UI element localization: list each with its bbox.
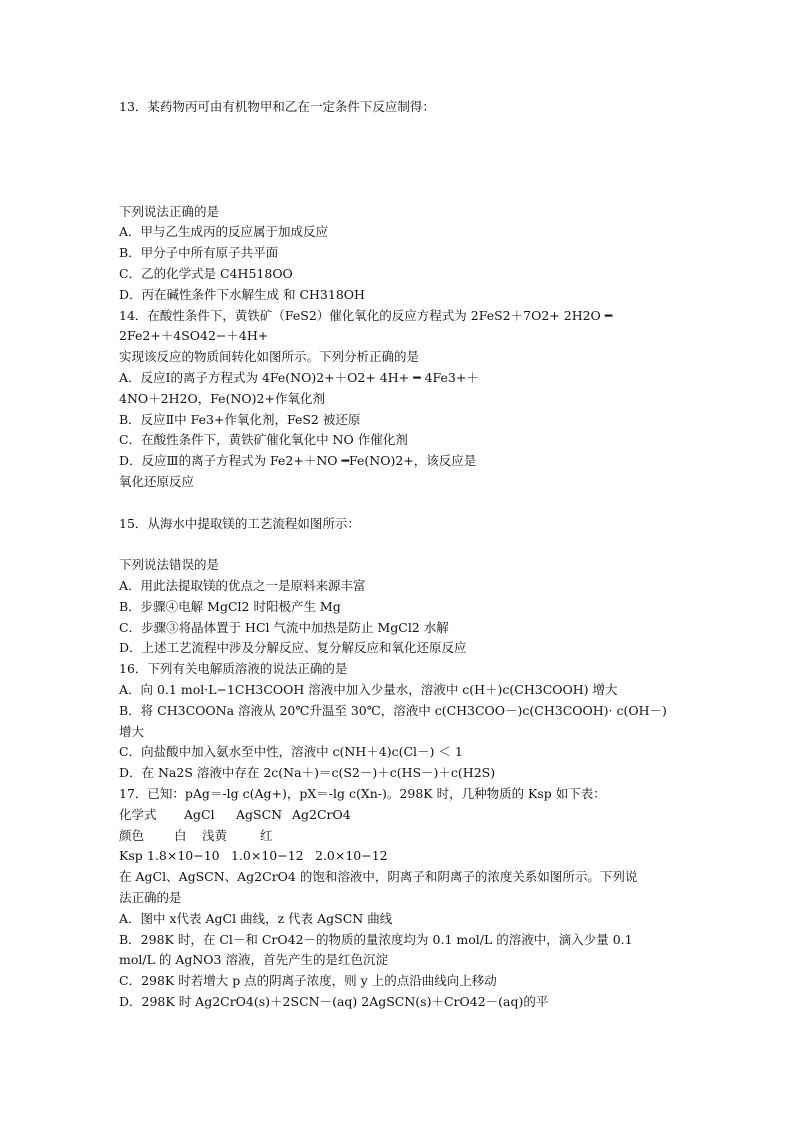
- q13-prompt: 下列说法正确的是: [119, 204, 220, 219]
- q16-option-c: C．向盐酸中加入氨水至中性，溶液中 c(NH＋4)c(Cl－) ＜ 1: [119, 744, 463, 759]
- ksp-table-row-color: [119, 828, 273, 844]
- q17-option-d: D．298K 时 Ag2CrO4(s)＋2SCN－(aq) 2AgSCN(s)＋CrO42－(aq)的平: [119, 994, 549, 1009]
- q17-option-c: C．298K 时若增大 p 点的阴离子浓度，则 y 上的点沿曲线向上移动: [119, 973, 497, 988]
- q14-option-d-line1: D．反应Ⅲ的离子方程式为 Fe2+＋NO ━Fe(NO)2+，该反应是: [119, 453, 477, 468]
- q17-option-a: A．图中 x代表 AgCl 曲线，z 代表 AgSCN 曲线: [119, 911, 393, 926]
- ksp-table-row-formula: [119, 807, 351, 823]
- q13-option-b: B．甲分子中所有原子共平面: [119, 245, 279, 260]
- q14-stem-line2: 2Fe2+＋4SO42−＋4H+: [119, 328, 269, 343]
- table-cell: 2.0×10−12: [315, 848, 388, 863]
- q14-stem-line1: 14．在酸性条件下，黄铁矿（FeS2）催化氧化的反应方程式为 2FeS2＋7O2+ 2H2O ━: [119, 308, 613, 323]
- q16-option-d: D．在 Na2S 溶液中存在 2c(Na＋)＝c(S2－)＋c(HS－)＋c(H2S): [119, 765, 496, 780]
- q16-option-a: A．向 0.1 mol·L−1CH3COOH 溶液中加入少量水，溶液中 c(H＋)c(CH3COOH) 增大: [119, 682, 618, 697]
- q15-option-d: D．上述工艺流程中涉及分解反应、复分解反应和氧化还原反应: [119, 640, 467, 655]
- table-cell: 白: [174, 828, 187, 843]
- q14-option-a-line1: A．反应Ⅰ的离子方程式为 4Fe(NO)2+＋O2+ 4H+ ━ 4Fe3+＋: [119, 370, 479, 385]
- q15-prompt: 下列说法错误的是: [119, 557, 220, 572]
- q13-option-c: C．乙的化学式是 C4H518OO: [119, 266, 293, 281]
- table-cell: AgCl: [184, 807, 215, 822]
- table-cell: Ag2CrO4: [292, 807, 351, 822]
- q17-stem: 17．已知：pAg＝-lg c(Ag+)，pX＝-lg c(Xn-)。298K 时，几种物质的 Ksp 如下表：: [119, 786, 606, 801]
- q14-option-a-line2: 4NO＋2H2O，Fe(NO)2+作氧化剂: [119, 391, 325, 406]
- table-cell: 1.8×10−10: [147, 848, 220, 863]
- table-cell: 浅黄: [202, 828, 228, 843]
- q15-option-a: A．用此法提取镁的优点之一是原料来源丰富: [119, 578, 366, 593]
- q17-option-b-line1: B．298K 时，在 Cl－和 CrO42－的物质的量浓度均为 0.1 mol/L 的溶液中，滴入少量 0.1: [119, 932, 633, 947]
- table-cell: Ksp: [119, 848, 143, 863]
- q16-option-b-line2: 增大: [119, 724, 145, 739]
- q17-text-line1: 在 AgCl、AgSCN、Ag2CrO4 的饱和溶液中，阴离子和阴离子的浓度关系如图所示。下列说: [119, 869, 638, 884]
- ksp-table-row-ksp: [119, 848, 388, 864]
- q14-stem-line3: 实现该反应的物质间转化如图所示。下列分析正确的是: [119, 349, 420, 364]
- q14-option-b: B．反应Ⅱ中 Fe3+作氧化剂，FeS2 被还原: [119, 412, 361, 427]
- q14-option-d-line2: 氧化还原反应: [119, 474, 195, 489]
- table-cell: AgSCN: [236, 807, 283, 822]
- q13-option-a: A．甲与乙生成丙的反应属于加成反应: [119, 224, 329, 239]
- q16-option-b-line1: B．将 CH3COONa 溶液从 20℃升温至 30℃，溶液中 c(CH3COO－)c(CH3COOH)· c(OH－): [119, 703, 667, 718]
- table-cell: 红: [260, 828, 273, 843]
- q16-stem: 16．下列有关电解质溶液的说法正确的是: [119, 661, 348, 676]
- table-cell: 颜色: [119, 828, 145, 843]
- q13-stem: 13．某药物丙可由有机物甲和乙在一定条件下反应制得：: [119, 99, 435, 114]
- q13-option-d: D．丙在碱性条件下水解生成 和 CH318OH: [119, 287, 365, 302]
- q15-option-b: B．步骤④电解 MgCl2 时阳极产生 Mg: [119, 599, 341, 614]
- q15-stem: 15．从海水中提取镁的工艺流程如图所示：: [119, 516, 360, 531]
- q17-text-line2: 法正确的是: [119, 890, 182, 905]
- q17-option-b-line2: mol/L 的 AgNO3 溶液，首先产生的是红色沉淀: [119, 952, 388, 967]
- table-cell: 化学式: [119, 807, 157, 822]
- table-cell: 1.0×10−12: [231, 848, 304, 863]
- q14-option-c: C．在酸性条件下，黄铁矿催化氧化中 NO 作催化剂: [119, 432, 408, 447]
- q15-option-c: C．步骤③将晶体置于 HCl 气流中加热是防止 MgCl2 水解: [119, 620, 449, 635]
